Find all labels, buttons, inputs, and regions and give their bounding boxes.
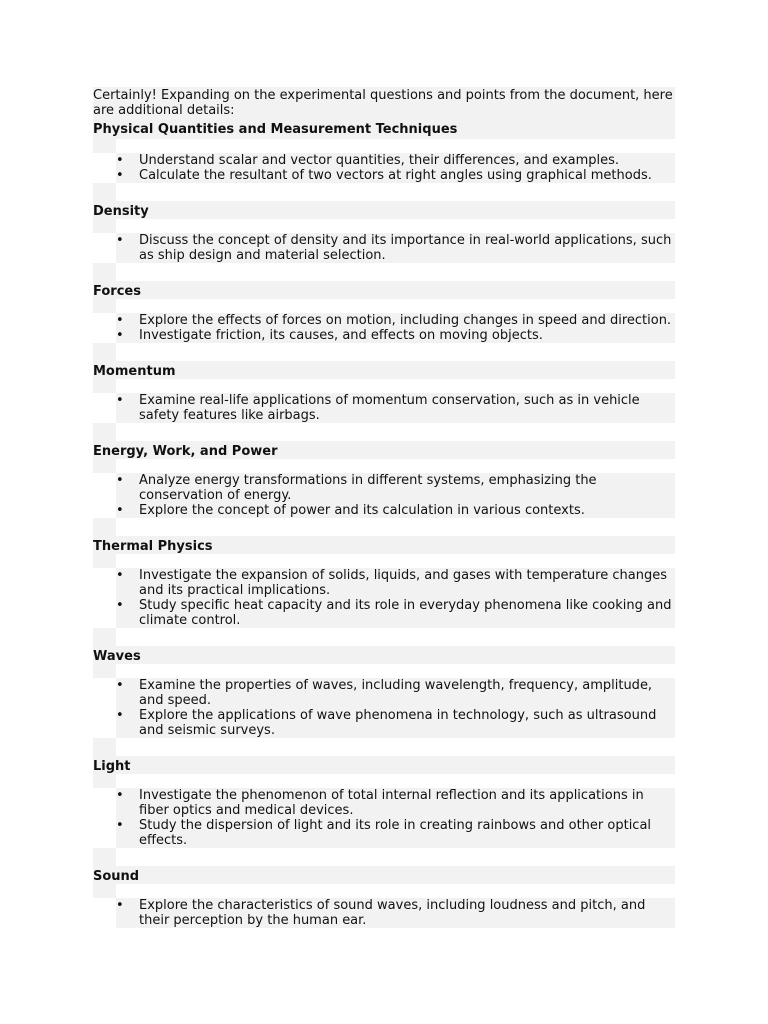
section-spacer: [93, 628, 116, 646]
sections-container: [93, 122, 675, 928]
section-spacer: [93, 379, 116, 393]
section-heading: Energy, Work, and Power: [93, 441, 675, 459]
section-heading: Thermal Physics: [93, 536, 675, 554]
list-item: [116, 678, 675, 708]
section-spacer: [93, 219, 116, 233]
intro-paragraph: Certainly! Expanding on the experimental questions and points from the document, here are additional details:: [93, 87, 675, 122]
list-item: [116, 568, 675, 598]
list-item-text: Explore the effects of forces on motion, including changes in speed and direction.: [139, 313, 672, 328]
list-item-text: Discuss the concept of density and its importance in real-world applications, such as ship design and material selection.: [139, 233, 672, 263]
list-item-text: Understand scalar and vector quantities, their differences, and examples.: [139, 153, 620, 168]
section-heading: Sound: [93, 866, 675, 884]
section-heading: Light: [93, 756, 675, 774]
section-spacer: [93, 848, 116, 866]
section-spacer: [93, 263, 116, 281]
bullet-icon: •: [116, 708, 124, 723]
section-spacer: [93, 774, 116, 788]
bullet-list: [116, 153, 675, 183]
list-item: [116, 898, 675, 928]
section-spacer: [93, 884, 116, 898]
list-item-text: Investigate the expansion of solids, liquids, and gases with temperature changes and its practical implications.: [139, 568, 667, 598]
list-item-text: Study the dispersion of light and its role in creating rainbows and other optical effects.: [139, 818, 652, 848]
bullet-list: [116, 393, 675, 423]
section-spacer: [93, 139, 116, 153]
bullet-icon: •: [116, 393, 124, 408]
section-spacer: [93, 299, 116, 313]
list-item-text: Explore the characteristics of sound waves, including loudness and pitch, and their perception by the human ear.: [139, 898, 646, 928]
section-spacer: [93, 183, 116, 201]
list-item-text: Investigate friction, its causes, and effects on moving objects.: [139, 328, 543, 343]
list-item: [116, 313, 675, 328]
bullet-list: [116, 788, 675, 848]
list-item-text: Calculate the resultant of two vectors at right angles using graphical methods.: [139, 168, 652, 183]
list-item: [116, 503, 675, 518]
bullet-icon: •: [116, 598, 124, 613]
section-heading: Physical Quantities and Measurement Techniques: [93, 122, 675, 139]
list-item-text: Investigate the phenomenon of total internal reflection and its applications in fiber optics and medical devices.: [139, 788, 644, 818]
bullet-icon: •: [116, 313, 124, 328]
bullet-list: [116, 898, 675, 928]
bullet-list: [116, 568, 675, 628]
list-item: [116, 788, 675, 818]
section-heading: Momentum: [93, 361, 675, 379]
list-item: [116, 708, 675, 738]
bullet-list: [116, 678, 675, 738]
bullet-list: [116, 313, 675, 343]
bullet-list: [116, 473, 675, 518]
list-item: [116, 393, 675, 423]
bullet-icon: •: [116, 818, 124, 833]
section-heading: Density: [93, 201, 675, 219]
section-heading: Forces: [93, 281, 675, 299]
document-body: [93, 87, 675, 928]
bullet-icon: •: [116, 153, 124, 168]
section-spacer: [93, 459, 116, 473]
section-spacer: [93, 518, 116, 536]
list-item-text: Analyze energy transformations in different systems, emphasizing the conservation of energy.: [139, 473, 597, 503]
bullet-icon: •: [116, 678, 124, 693]
section-spacer: [93, 343, 116, 361]
section-spacer: [93, 423, 116, 441]
section-spacer: [93, 554, 116, 568]
bullet-icon: •: [116, 168, 124, 183]
list-item: [116, 598, 675, 628]
bullet-icon: •: [116, 568, 124, 583]
bullet-icon: •: [116, 328, 124, 343]
bullet-icon: •: [116, 233, 124, 248]
list-item-text: Examine real-life applications of momentum conservation, such as in vehicle safety features like airbags.: [139, 393, 640, 423]
section-heading: Waves: [93, 646, 675, 664]
bullet-icon: •: [116, 503, 124, 518]
list-item: [116, 168, 675, 183]
list-item: [116, 328, 675, 343]
section-spacer: [93, 738, 116, 756]
bullet-icon: •: [116, 473, 124, 488]
list-item: [116, 153, 675, 168]
list-item-text: Examine the properties of waves, including wavelength, frequency, amplitude, and speed.: [139, 678, 653, 708]
bullet-icon: •: [116, 788, 124, 803]
list-item-text: Explore the applications of wave phenomena in technology, such as ultrasound and seismic surveys.: [139, 708, 657, 738]
list-item-text: Explore the concept of power and its calculation in various contexts.: [139, 503, 585, 518]
bullet-icon: •: [116, 898, 124, 913]
list-item-text: Study specific heat capacity and its role in everyday phenomena like cooking and climate control.: [139, 598, 672, 628]
list-item: [116, 818, 675, 848]
bullet-list: [116, 233, 675, 263]
list-item: [116, 233, 675, 263]
section-spacer: [93, 664, 116, 678]
list-item: [116, 473, 675, 503]
